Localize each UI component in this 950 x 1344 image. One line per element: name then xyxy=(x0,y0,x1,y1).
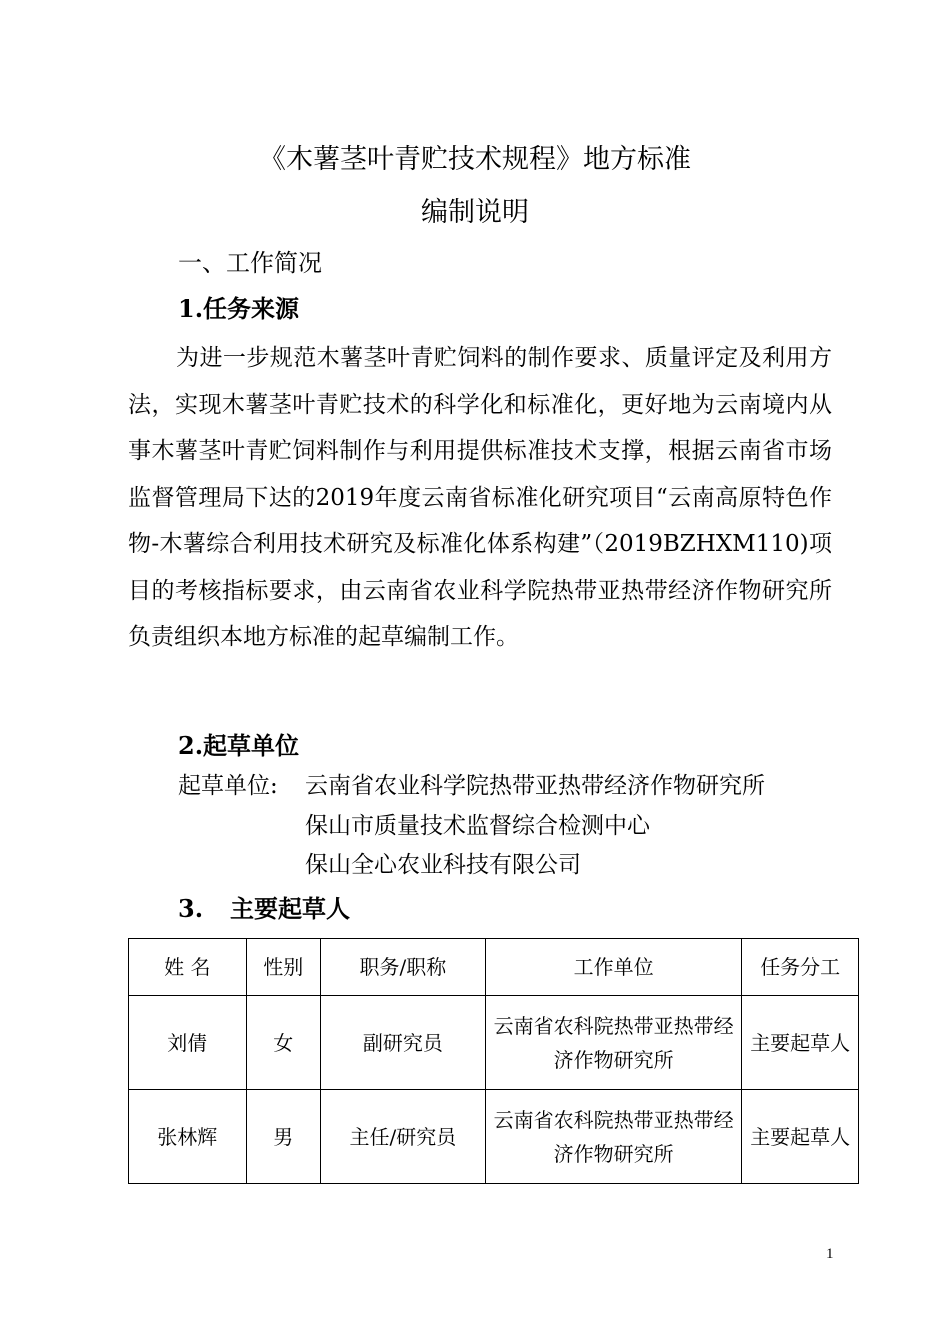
table-row xyxy=(129,996,859,1090)
page-number: 1 xyxy=(826,1246,834,1262)
drafters-table xyxy=(128,938,859,1184)
document-title: 《木薯茎叶青贮技术规程》地方标准 xyxy=(259,144,691,175)
task-source-paragraph: 为进一步规范木薯茎叶青贮饲料的制作要求、质量评定及利用方法，实现木薯茎叶青贮技术的科学化和标准化，更好地为云南境内从事木薯茎叶青贮饲料制作与利用提供标准技术支撑，根据云南省市场监督管理局下达的2019年度云南省标准化研究项目“云南高原特色作物-木薯综合利用技术研究及标准化体系构建”（2019BZHXM110)项目的考核指标要求，由云南省农业科学院热带亚热带经济作物研究所负责组织本地方标准的起草编制工作。 xyxy=(128,345,832,650)
subheading-text: 主要起草人 xyxy=(230,894,350,923)
cell-name: 张林辉 xyxy=(129,1090,247,1184)
cell-name: 刘倩 xyxy=(129,996,247,1090)
cell-position: 主任/研究员 xyxy=(320,1090,485,1184)
subheading-drafting-units: 2.起草单位 xyxy=(178,731,300,760)
drafting-unit-item: 云南省农业科学院热带亚热带经济作物研究所 xyxy=(305,773,765,799)
column-header-task: 任务分工 xyxy=(742,939,859,996)
cell-work-unit: 云南省农科院热带亚热带经济作物研究所 xyxy=(485,1090,742,1184)
subheading-task-source: 1.任务来源 xyxy=(178,294,300,323)
column-header-work-unit: 工作单位 xyxy=(485,939,742,996)
table-row xyxy=(129,1090,859,1184)
subheading-number: 3. xyxy=(178,894,204,923)
drafting-unit-item: 保山市质量技术监督综合检测中心 xyxy=(305,813,650,839)
cell-gender: 男 xyxy=(246,1090,320,1184)
cell-work-unit: 云南省农科院热带亚热带经济作物研究所 xyxy=(485,996,742,1090)
drafting-unit-item: 保山全心农业科技有限公司 xyxy=(305,852,581,878)
drafting-units-label: 起草单位: xyxy=(178,773,278,799)
column-header-name: 姓 名 xyxy=(129,939,247,996)
column-header-position: 职务/职称 xyxy=(320,939,485,996)
column-header-gender: 性别 xyxy=(246,939,320,996)
cell-task: 主要起草人 xyxy=(742,996,859,1090)
document-subtitle: 编制说明 xyxy=(421,197,529,228)
section-heading-work-overview: 一、工作简况 xyxy=(178,249,322,277)
cell-position: 副研究员 xyxy=(320,996,485,1090)
subheading-main-drafters xyxy=(178,893,350,925)
table-header-row xyxy=(129,939,859,996)
cell-gender: 女 xyxy=(246,996,320,1090)
cell-task: 主要起草人 xyxy=(742,1090,859,1184)
